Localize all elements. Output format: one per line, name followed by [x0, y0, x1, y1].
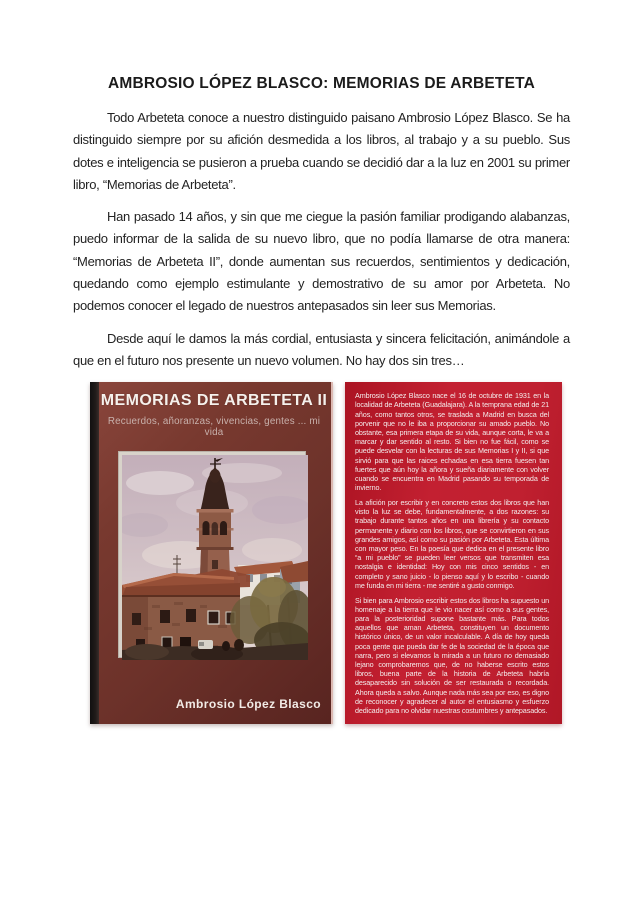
article-paragraph-1: Todo Arbeteta conoce a nuestro distinguido paisano Ambrosio López Blasco. Se ha distinguido siempre por su afición desmedida a los libros, al trabajo y a su pueblo. Sus dotes e inteligencia se pusieron a prueba cuando se decidió dar a la luz en 2001 su primer libro, “Memorias de Arbeteta”.: [73, 110, 570, 192]
book-front-cover: [90, 382, 333, 724]
article-paragraph-3: Desde aquí le damos la más cordial, entusiasta y sincera felicitación, animándole a que en el futuro nos presente un nuevo volumen. No hay dos sin tres…: [73, 330, 570, 368]
article-paragraph-2: Han pasado 14 años, y sin que me ciegue la pasión familiar prodigando alabanzas, puedo informar de la salida de su nuevo libro, que no podía llamarse de otra manera: “Memorias de Arbeteta II”, donde aumentan sus recuerdos, sentimientos y dedicación, quedando como ejemplo estimulante y demostrativo de su amor por Arbeteta. No podemos conocer el legado de nuestros antepasados sin leer sus Memorias.: [73, 209, 570, 314]
village-church-illustration: [122, 455, 308, 660]
cover-author: Ambrosio López Blasco: [175, 697, 321, 712]
back-cover-paragraph-2: La afición por escribir y en concreto estos dos libros que han visto la luz se debe, fundamentalmente, a dos razones: su trabajo durante tantos años en una librería y su contacto permanente y diario con los libros, que se convirtieron en sus grandes amigos, así como su pasión por Arbeteta. Esta última con mayor peso. En la poesía que dedica en el presente libro “a mi pueblo” se pueden leer versos que transmiten esa nostalgia e identidad: Hoy con mis cinco sentidos - en completo y sano juicio - lo pienso aquí y lo escribo - cuando me funda en mi tierra - me sentiré a gusto conmigo.: [355, 498, 549, 590]
back-cover-paragraph-3: Si bien para Ambrosio escribir estos dos libros ha supuesto un homenaje a la tierra que le vio nacer así como a sus gentes, para la posterioridad supone bastante más. Para todos aquellos que aman Arbeteta, constituyen un documento histórico único, de un valor incalculable. A día de hoy queda poca gente que pueda dar fe de la sociedad de la época que narra, pero si elevamos la mirada a un futuro no demasiado lejano comprobaremos que, de no haberse escrito estos libros, buena parte de la historia de Arbeteta habría desaparecido sin solución de ser restaurada o recordada. Ahora queda a salvo. Aunque nada más sea por eso, es digno de reconocer y agradecer al autor el entusiasmo y esfuerzo dedicado para no olvidar nuestras costumbres y antepasados.: [355, 595, 549, 715]
cover-photo: [119, 452, 305, 657]
back-cover-paragraph-1: Ambrosio López Blasco nace el 16 de octubre de 1931 en la localidad de Arbeteta (Guadalajara). A la temprana edad de 21 años, como tantos otros, se traslada a Madrid en busca del porvenir que no le iba a proporcionar su amado pueblo. No obstante, esa primera etapa de su vida, aunque corta, le va a marcar y dar sentido al resto. Si bien no fue fácil, como se puede desvelar con la lecturas de sus Memorias I y II, si que sirvió para que las raices echadas en esa tierra fuesen tan fuertes que aún hoy la añora y sueña diariamente con volver cuando se encuentra en Madrid pasando su temporada de invierno.: [355, 391, 549, 493]
article-content: [73, 74, 570, 724]
cover-title: MEMORIAS DE ARBETETA II: [100, 392, 328, 410]
page-title: AMBROSIO LÓPEZ BLASCO: MEMORIAS DE ARBETETA: [107, 75, 536, 92]
book-spine: [90, 382, 99, 724]
book-back-cover: [345, 382, 562, 724]
cover-subtitle: Recuerdos, añoranzas, vivencias, gentes ... mi vida: [107, 416, 321, 439]
book-covers-figure: [90, 382, 570, 724]
